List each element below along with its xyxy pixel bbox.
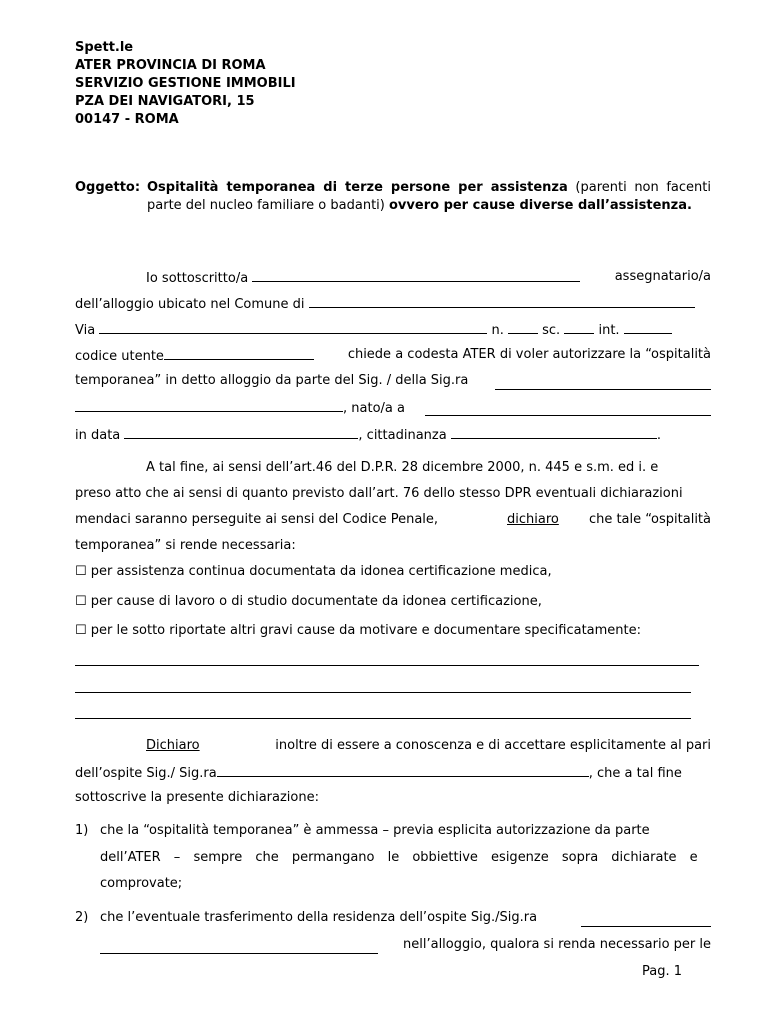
item-text: dell’ATER – sempre che permangano le obbiettive esigenze sopra dichiarate e <box>100 850 698 865</box>
accept-text-3: sottoscrive la presente dichiarazione: <box>75 790 319 805</box>
field-via[interactable] <box>99 320 487 334</box>
period: . <box>656 428 661 443</box>
motivation-line[interactable] <box>75 665 699 666</box>
subject-block <box>75 179 711 215</box>
page-number: Pag. 1 <box>642 964 683 979</box>
item-number: 1) <box>75 823 89 838</box>
field-ospite-name-cont[interactable] <box>75 398 343 412</box>
accept-line-2 <box>75 763 711 783</box>
recipient-line: PZA DEI NAVIGATORI, 15 <box>75 94 255 109</box>
option-altre-cause[interactable] <box>75 622 711 640</box>
form-line-3 <box>75 320 711 340</box>
decl-dichiaro: dichiaro <box>507 512 559 527</box>
motivation-line[interactable] <box>75 718 691 719</box>
decl-text-1: A tal fine, ai sensi dell’art.46 del D.P.R. 28 dicembre 2000, n. 445 e s.m. ed i. e <box>146 460 659 475</box>
text-temporanea: temporanea” in detto alloggio da parte del Sig. / della Sig.ra <box>75 373 469 388</box>
subject-normal: (parenti non facenti parte del nucleo familiare o badanti) <box>147 180 711 213</box>
label-sottoscritto: Io sottoscritto/a <box>146 271 249 286</box>
field-luogo-nascita[interactable] <box>425 402 711 416</box>
label-comune: dell’alloggio ubicato nel Comune di <box>75 297 305 312</box>
form-line-7 <box>75 425 711 445</box>
field-name[interactable] <box>252 268 580 282</box>
label-n: n. <box>491 323 504 338</box>
form-line-6 <box>75 398 711 418</box>
label-via: Via <box>75 323 96 338</box>
item-text: comprovate; <box>100 876 183 891</box>
recipient-line: ATER PROVINCIA DI ROMA <box>75 58 266 73</box>
option-text: ☐ per cause di lavoro o di studio documentate da idonea certificazione, <box>75 594 542 609</box>
recipient-line: 00147 - ROMA <box>75 112 179 127</box>
label-data: in data <box>75 428 121 443</box>
field-numero[interactable] <box>508 320 538 334</box>
accept-line-3 <box>75 789 711 807</box>
item-text: che l’eventuale trasferimento della residenza dell’ospite Sig./Sig.ra <box>100 910 538 925</box>
decl-text-4: temporanea” si rende necessaria: <box>75 538 296 553</box>
label-codice-utente: codice utente <box>75 349 164 364</box>
field-scala[interactable] <box>564 320 594 334</box>
decl-line-3 <box>75 511 711 529</box>
item-text: che la “ospitalità temporanea” è ammessa – previa esplicita autorizzazione da parte <box>100 823 650 838</box>
item-text: nell’alloggio, qualora si renda necessario per le <box>403 937 711 952</box>
form-line-4 <box>75 346 711 366</box>
field-interno[interactable] <box>624 320 672 334</box>
decl-text-2: preso atto che ai sensi di quanto previsto dall’art. 76 dello stesso DPR eventuali dichiarazioni <box>75 486 683 501</box>
decl-line-1 <box>75 459 711 477</box>
label-cittadinanza: , cittadinanza <box>358 428 447 443</box>
item-1-line-1 <box>75 822 711 840</box>
accept-line-1 <box>75 737 711 755</box>
label-sc: sc. <box>542 323 561 338</box>
field-ospite-residenza[interactable] <box>581 913 711 927</box>
field-ospite-name[interactable] <box>495 376 711 390</box>
motivation-line[interactable] <box>75 692 691 693</box>
decl-line-2 <box>75 485 711 503</box>
field-ospite-residenza-cont[interactable] <box>100 940 378 954</box>
decl-text-3a: mendaci saranno perseguite ai sensi del Codice Penale, <box>75 512 439 527</box>
recipient-address <box>75 39 296 129</box>
accept-dichiaro: Dichiaro <box>146 738 200 753</box>
accept-text-1: inoltre di essere a conoscenza e di accettare esplicitamente al pari <box>275 738 711 753</box>
option-text: ☐ per le sotto riportate altri gravi cause da motivare e documentare specificatamente: <box>75 623 642 638</box>
form-line-5 <box>75 372 711 390</box>
subject-bold: Ospitalità temporanea di terze persone per assistenza <box>147 180 568 195</box>
field-cittadinanza[interactable] <box>451 425 657 439</box>
decl-line-4 <box>75 537 711 555</box>
accept-text-2: , che a tal fine <box>588 766 682 781</box>
text-chiede: chiede a codesta ATER di voler autorizzare la “ospitalità <box>347 347 711 362</box>
subject-text <box>147 179 711 215</box>
decl-text-3b: che tale “ospitalità <box>588 512 711 527</box>
label-nato: , nato/a a <box>343 401 405 416</box>
subject-label: Oggetto: <box>75 180 141 195</box>
item-number: 2) <box>75 910 89 925</box>
field-comune[interactable] <box>309 294 695 308</box>
option-lavoro[interactable] <box>75 593 711 611</box>
recipient-line: SERVIZIO GESTIONE IMMOBILI <box>75 76 296 91</box>
field-ospite-sig[interactable] <box>217 763 589 777</box>
option-assistenza[interactable] <box>75 563 711 581</box>
form-line-2 <box>75 294 711 314</box>
recipient-line: Spett.le <box>75 40 134 55</box>
option-text: ☐ per assistenza continua documentata da idonea certificazione medica, <box>75 564 552 579</box>
form-line-1 <box>75 268 711 288</box>
label-assegnatario: assegnatario/a <box>614 269 711 284</box>
item-2-line-1 <box>75 909 711 927</box>
field-codice-utente[interactable] <box>164 346 314 360</box>
accept-label-ospite: dell’ospite Sig./ Sig.ra <box>75 766 217 781</box>
subject-bold-tail: ovvero per cause diverse dall’assistenza. <box>389 198 692 213</box>
field-data-nascita[interactable] <box>124 425 358 439</box>
label-int: int. <box>598 323 620 338</box>
